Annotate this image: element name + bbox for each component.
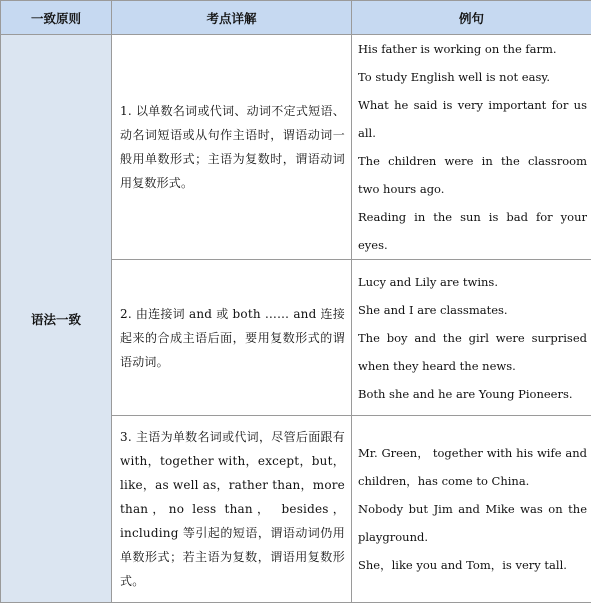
header-examples: 例句 <box>352 1 591 35</box>
header-detail: 考点详解 <box>112 1 352 35</box>
detail-cell: 3. 主语为单数名词或代词，尽管后面跟有 with，together with，except，but，like，as well as，rather than，more than，no less than， besides，including 等引起的短语，谓语动词仍用单数形式；若主语为复数，谓语用复数形式。 <box>112 416 352 603</box>
detail-cell: 2. 由连接词 and 或 both …… and 连接起来的合成主语后面，要用复数形式的谓语动词。 <box>112 260 352 416</box>
example-sentence: Reading in the sun is bad for your eyes. <box>358 203 587 259</box>
example-sentence: Mr. Green， together with his wife and children，has come to China. <box>358 439 587 495</box>
example-sentence: Lucy and Lily are twins. <box>358 268 587 296</box>
example-sentence: Nobody but Jim and Mike was on the playground. <box>358 495 587 551</box>
example-sentence: She，like you and Tom，is very tall. <box>358 551 587 579</box>
example-sentence: What he said is very important for us all. <box>358 91 587 147</box>
principle-cell: 语法一致 <box>1 35 112 603</box>
examples-cell <box>352 416 591 603</box>
examples-cell <box>352 35 591 260</box>
detail-cell: 1. 以单数名词或代词、动词不定式短语、动名词短语或从句作主语时，谓语动词一般用单数形式；主语为复数时，谓语动词用复数形式。 <box>112 35 352 260</box>
example-sentence: The children were in the classroom two hours ago. <box>358 147 587 203</box>
table-row <box>1 35 591 260</box>
example-sentence: Both she and he are Young Pioneers. <box>358 380 587 408</box>
header-row <box>1 1 591 35</box>
example-sentence: The boy and the girl were surprised when they heard the news. <box>358 324 587 380</box>
header-principle: 一致原则 <box>1 1 112 35</box>
example-sentence: She and I are classmates. <box>358 296 587 324</box>
example-sentence: His father is working on the farm. <box>358 35 587 63</box>
example-sentence: To study English well is not easy. <box>358 63 587 91</box>
examples-cell <box>352 260 591 416</box>
